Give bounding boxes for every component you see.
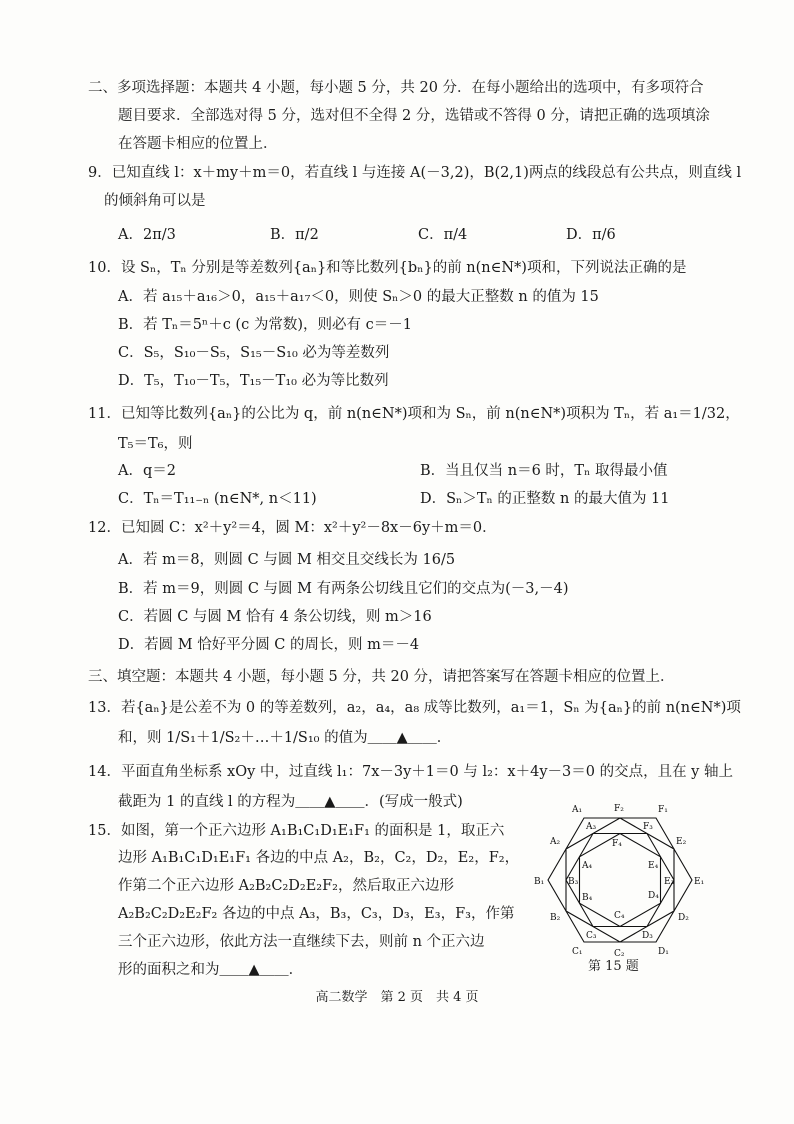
q15-line2: 边形 A₁B₁C₁D₁E₁F₁ 各边的中点 A₂，B₂，C₂，D₂，E₂，F₂， (118, 850, 520, 866)
label-C3: C₃ (586, 931, 597, 941)
label-E2: E₂ (676, 837, 687, 847)
q10-stem: 10．设 Sₙ，Tₙ 分别是等差数列{aₙ}和等比数列{bₙ}的前 n(n∈N*)项和，下列说法正确的是 (88, 260, 687, 276)
q12-option-d: D．若圆 M 恰好平分圆 C 的周长，则 m＝－4 (118, 637, 420, 653)
q9-stem-line2: 的倾斜角可以是 (104, 193, 206, 209)
q9-option-c: C．π/4 (418, 227, 468, 243)
q9-option-d: D．π/6 (566, 227, 616, 243)
label-A4: A₄ (582, 861, 593, 871)
section3-heading: 三、填空题：本题共 4 小题，每小题 5 分，共 20 分，请把答案写在答题卡相应的位置上． (88, 669, 675, 685)
q10-option-b: B．若 Tₙ＝5ⁿ＋c (c 为常数)，则必有 c＝－1 (118, 317, 412, 333)
q11-option-d: D．Sₙ＞Tₙ 的正整数 n 的最大值为 11 (420, 491, 670, 507)
label-E1: E₁ (694, 877, 705, 887)
q15-line6: 形的面积之和为＿＿▲＿＿． (118, 962, 304, 978)
q9-option-a: A．2π/3 (118, 227, 176, 243)
q12-stem: 12．已知圆 C：x²＋y²＝4，圆 M：x²＋y²－8x－6y＋m＝0． (88, 520, 497, 536)
q12-option-a: A．若 m＝8，则圆 C 与圆 M 相交且交线长为 16/5 (118, 552, 456, 568)
q15-line3: 作第二个正六边形 A₂B₂C₂D₂E₂F₂，然后取正六边形 (118, 878, 454, 894)
section2-heading-line2: 题目要求．全部选对得 5 分，选对但不全得 2 分，选错或不答得 0 分，请把正确的选项填涂 (118, 108, 710, 124)
q13-line1: 13．若{aₙ}是公差不为 0 的等差数列，a₂，a₄，a₈ 成等比数列，a₁＝1，Sₙ 为{aₙ}的前 n(n∈N*)项 (88, 700, 741, 716)
label-C4: C₄ (614, 911, 625, 921)
q13-line2: 和，则 1/S₁＋1/S₂＋…＋1/S₁₀ 的值为＿＿▲＿＿． (118, 730, 452, 746)
label-B4: B₄ (582, 893, 593, 903)
label-A3: A₃ (586, 822, 597, 832)
label-B2: B₂ (550, 913, 561, 923)
label-C1: C₁ (572, 947, 583, 957)
nested-hexagon-figure (528, 798, 708, 968)
q11-stem-line1: 11．已知等比数列{aₙ}的公比为 q，前 n(n∈N*)项和为 Sₙ，前 n(n∈N*)项积为 Tₙ，若 a₁＝1/32， (88, 406, 740, 422)
label-B1: B₁ (534, 877, 545, 887)
q10-option-d: D．T₅，T₁₀－T₅，T₁₅－T₁₀ 必为等比数列 (118, 373, 389, 389)
q12-option-c: C．若圆 C 与圆 M 恰有 4 条公切线，则 m＞16 (118, 609, 432, 625)
q15-line4: A₂B₂C₂D₂E₂F₂ 各边的中点 A₃，B₃，C₃，D₃，E₃，F₃，作第 (118, 906, 515, 922)
q15-line5: 三个正六边形，依此方法一直继续下去，则前 n 个正六边 (118, 934, 485, 950)
q9-stem-line1: 9．已知直线 l：x＋my＋m＝0，若直线 l 与连接 A(－3,2)，B(2,1)两点的线段总有公共点，则直线 l (88, 165, 742, 181)
label-D3: D₃ (642, 931, 653, 941)
q11-option-c: C．Tₙ＝T₁₁₋ₙ (n∈N*, n＜11) (118, 491, 317, 507)
label-E3: E₃ (664, 877, 675, 887)
label-D4: D₄ (648, 891, 659, 901)
label-B3: B₃ (568, 877, 579, 887)
q14-line1: 14．平面直角坐标系 xOy 中，过直线 l₁：7x－3y＋1＝0 与 l₂：x＋4y－3＝0 的交点，且在 y 轴上 (88, 764, 733, 780)
q14-line2: 截距为 1 的直线 l 的方程为＿＿▲＿＿．(写成一般式) (118, 794, 463, 810)
q9-option-b: B．π/2 (270, 227, 319, 243)
q10-option-c: C．S₅，S₁₀－S₅，S₁₅－S₁₀ 必为等差数列 (118, 345, 390, 361)
section2-heading-line1: 二、多项选择题：本题共 4 小题，每小题 5 分，共 20 分．在每小题给出的选项中，有多项符合 (88, 80, 704, 96)
label-A2: A₂ (550, 837, 561, 847)
label-F4: F₄ (612, 839, 622, 849)
q11-stem-line2: T₅＝T₆，则 (118, 436, 193, 452)
label-A1: A₁ (572, 805, 583, 815)
label-E4: E₄ (648, 861, 659, 871)
q11-option-b: B．当且仅当 n＝6 时，Tₙ 取得最小值 (420, 463, 668, 479)
hexagon-2 (566, 818, 674, 942)
label-D1: D₁ (658, 947, 669, 957)
section2-heading-line3: 在答题卡相应的位置上． (118, 136, 278, 152)
label-F1: F₁ (658, 805, 668, 815)
label-F2: F₂ (614, 804, 624, 814)
q12-option-b: B．若 m＝9，则圆 C 与圆 M 有两条公切线且它们的交点为(－3,－4) (118, 581, 569, 597)
q11-option-a: A．q＝2 (118, 463, 176, 479)
q15-line1: 15．如图，第一个正六边形 A₁B₁C₁D₁E₁F₁ 的面积是 1，取正六 (88, 823, 505, 839)
label-D2: D₂ (678, 913, 689, 923)
q10-option-a: A．若 a₁₅＋a₁₆＞0，a₁₅＋a₁₇＜0，则使 Sₙ＞0 的最大正整数 n 的值为 15 (118, 289, 599, 305)
label-F3: F₃ (643, 822, 653, 832)
page-footer: 高二数学 第 2 页 共 4 页 (315, 990, 479, 1005)
label-C2: C₂ (614, 949, 625, 959)
figure-caption: 第 15 题 (588, 959, 639, 974)
